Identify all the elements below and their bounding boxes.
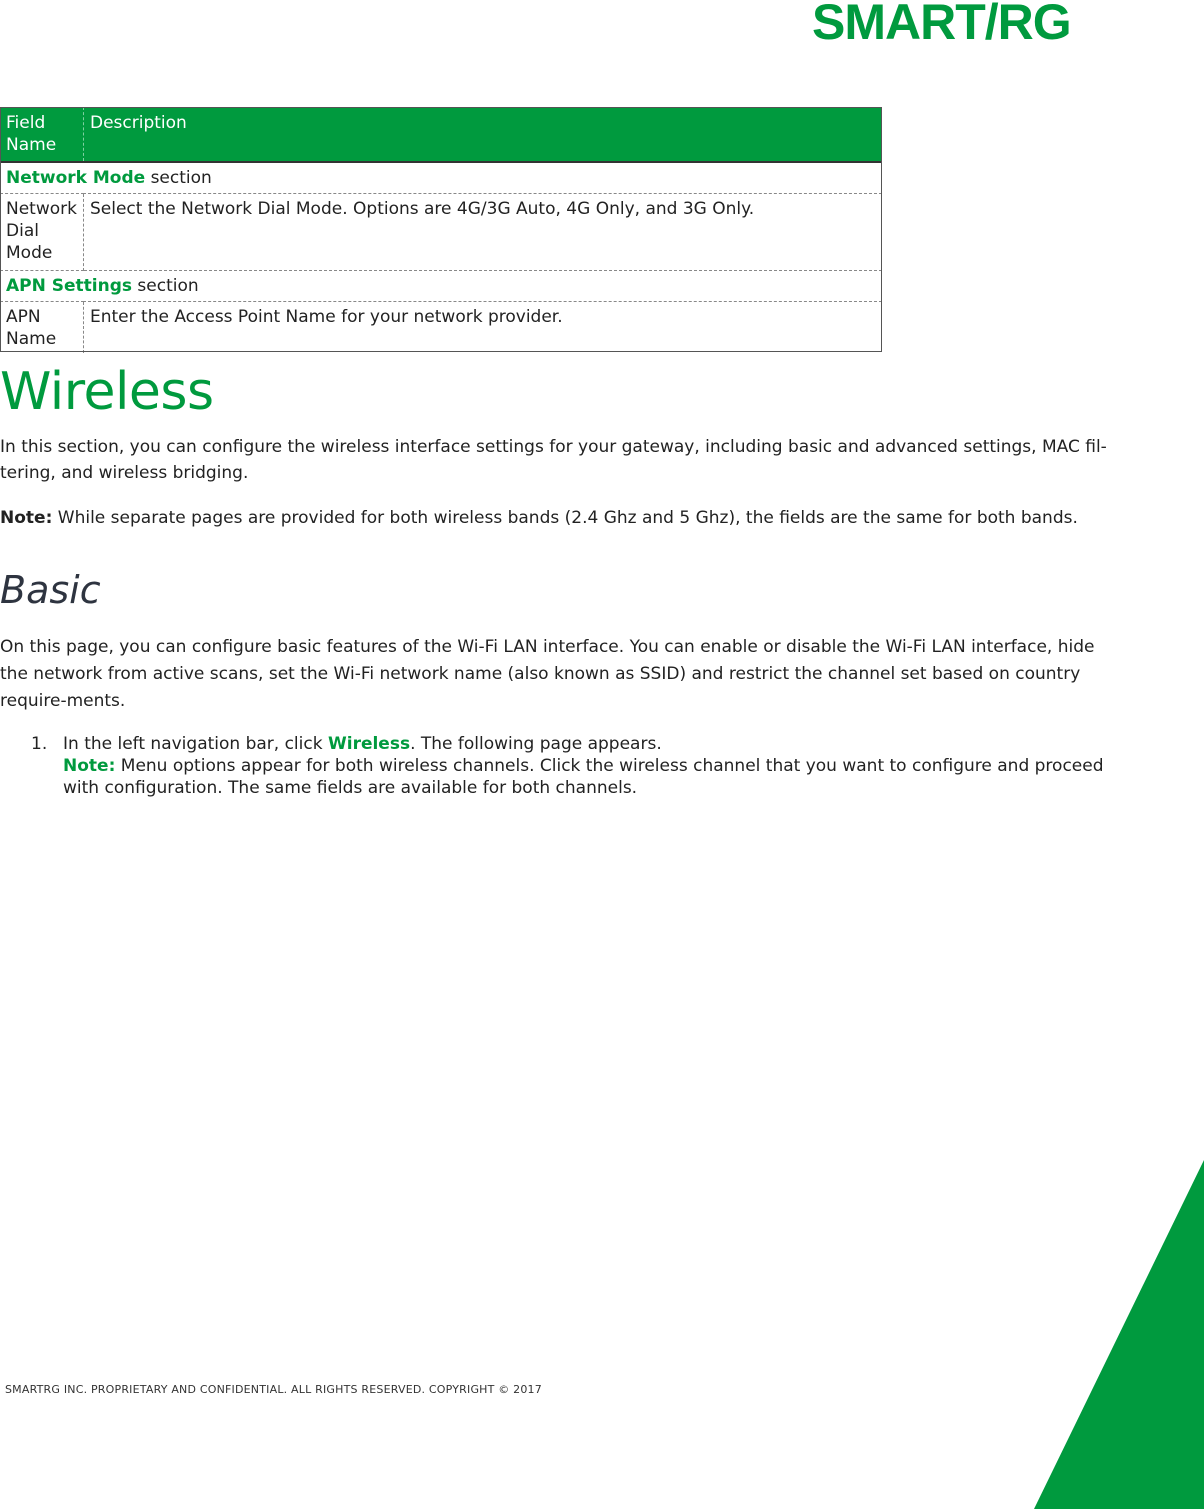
section-row-network-mode [0,162,882,194]
step-note-label: Note: [63,756,116,776]
field-name-cell: APN Name [0,302,84,354]
field-description-table [0,107,882,353]
table-row [0,302,882,354]
field-description-cell: Select the Network Dial Mode. Options are 4G/3G Auto, 4G Only, and 3G Only. [84,194,883,271]
field-name-cell: Network Dial Mode [0,194,84,271]
smartrg-logo: SMART/RG [812,0,1071,50]
step-number: 1. [31,734,48,754]
wireless-note [0,505,1120,531]
wireless-link[interactable]: Wireless [327,734,411,754]
table-header-row [0,107,882,162]
table-row [0,194,882,271]
wireless-intro: In this section, you can configure the wireless interface settings for your gateway, including basic and advanced settings, MAC fil-tering, and wireless bridging. [0,437,1107,483]
footer-copyright: SMARTRG INC. PROPRIETARY AND CONFIDENTIAL. ALL RIGHTS RESERVED. COPYRIGHT © 2017 [5,1383,542,1396]
section-title-apn-settings: APN Settings [6,276,133,296]
section-suffix: section [145,168,212,188]
corner-triangle-decoration [1030,1160,1204,1509]
step-text-after: . The following page appears. [410,734,662,754]
basic-heading: Basic [0,568,101,612]
header-field-name: Field Name [0,107,84,162]
field-description-cell: Enter the Access Point Name for your network provider. [90,307,563,327]
section-suffix: section [132,276,199,296]
step-1 [31,733,1111,799]
header-description: Description [84,107,883,162]
wireless-heading: Wireless [0,362,214,422]
green-triangle [1034,1160,1204,1509]
step-note-text: Menu options appear for both wireless channels. Click the wireless channel that you want to configure and proceed with configuration. The same fields are available for both channels. [63,756,1104,798]
section-title-network-mode: Network Mode [6,168,146,188]
note-text: While separate pages are provided for both wireless bands (2.4 Ghz and 5 Ghz), the fields are the same for both bands. [52,508,1078,528]
section-row-apn-settings [0,271,882,302]
step-text-before: In the left navigation bar, click [63,734,328,754]
note-label: Note: [0,508,53,528]
basic-intro: On this page, you can configure basic features of the Wi-Fi LAN interface. You can enable or disable the Wi-Fi LAN interface, hide the network from active scans, set the Wi-Fi network name (also known as SSID) and restrict the channel set based on country require-ments. [0,637,1095,711]
